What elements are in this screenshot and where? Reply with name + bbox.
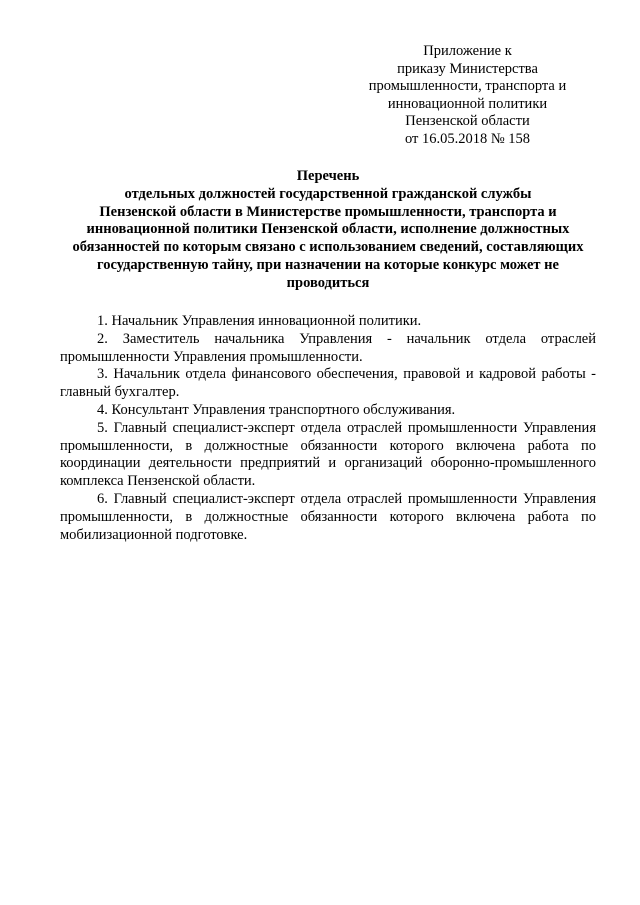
title-line: проводиться: [286, 274, 370, 291]
appendix-line: Пензенской области: [405, 113, 530, 130]
list-item: 1. Начальник Управления инновационной политики.: [97, 313, 422, 329]
appendix-line: инновационной политики: [387, 95, 548, 112]
title-line: инновационной политики Пензенской области, исполнение должностных: [86, 221, 570, 238]
title-line: Пензенской области в Министерстве промышленности, транспорта и: [99, 203, 557, 220]
title-line: государственную тайну, при назначении на которые конкурс может не: [97, 256, 559, 273]
list-item: 2. Заместитель начальника Управления - начальник отдела отраслей промышленности Управления промышленности.: [60, 330, 596, 365]
list-item: 6. Главный специалист-эксперт отдела отраслей промышленности Управления промышленности, в должностные обязанности которого включена работа по мобилизационной подготовке.: [60, 490, 596, 543]
list-item: 5. Главный специалист-эксперт отдела отраслей промышленности Управления промышленности, в должностные обязанности которого включена работа по координации деятельности предприятий и организаций оборонно-промышленного комплекса Пензенской области.: [60, 419, 596, 490]
appendix-line: промышленности, транспорта и: [368, 78, 567, 95]
appendix-header: [340, 43, 595, 149]
list-item: 4. Консультант Управления транспортного обслуживания.: [97, 401, 456, 418]
appendix-date-line: от 16.05.2018 № 158: [404, 130, 531, 147]
title-line: отдельных должностей государственной гражданской службы: [124, 185, 532, 202]
title-line: обязанностей по которым связано с использованием сведений, составляющих: [72, 239, 584, 256]
appendix-line: приказу Министерства: [397, 60, 538, 77]
appendix-line: Приложение к: [423, 43, 512, 59]
list-item: 3. Начальник отдела финансового обеспечения, правовой и кадровой работы - главный бухгалтер.: [60, 366, 596, 401]
positions-list: [60, 313, 596, 544]
title-heading: Перечень: [296, 168, 360, 184]
document-title: [60, 168, 596, 293]
